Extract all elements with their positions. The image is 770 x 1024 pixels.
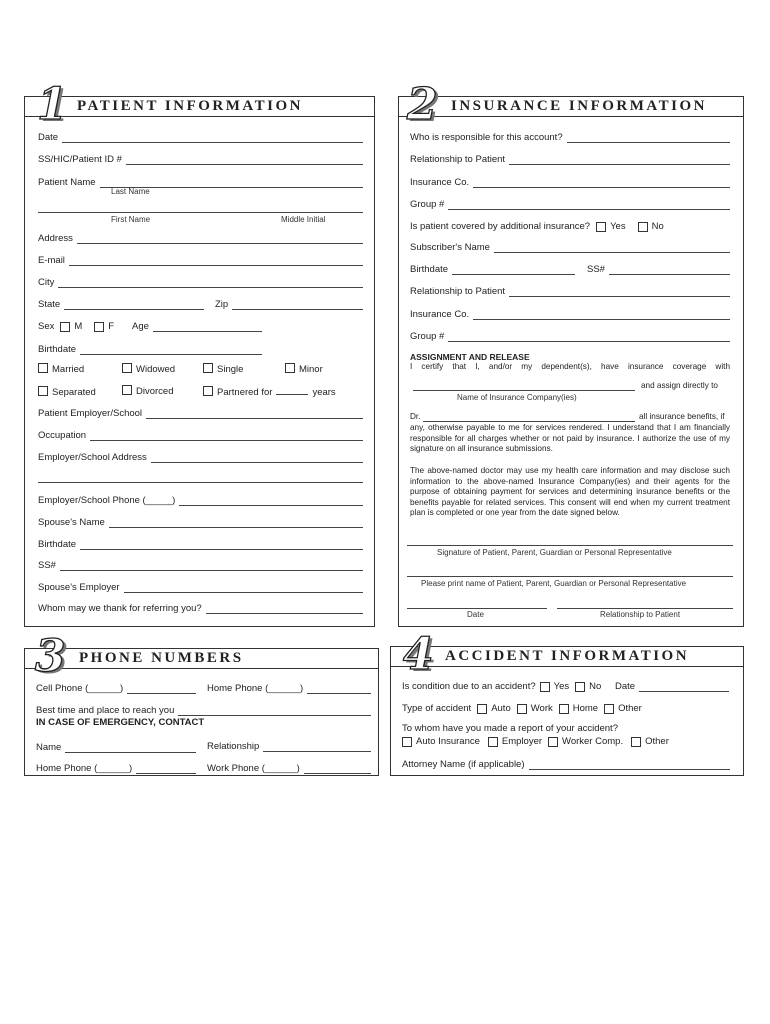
group2-field[interactable] — [410, 329, 730, 342]
section-header — [399, 79, 743, 130]
sex-row — [38, 319, 126, 332]
section-header — [391, 629, 743, 680]
spouse-name-field[interactable] — [38, 515, 363, 528]
address-label: Address — [38, 233, 73, 244]
signature-caption: Signature of Patient, Parent, Guardian or Personal Representative — [437, 548, 672, 557]
emergency-relationship-label: Relationship — [207, 741, 260, 752]
responsible-field[interactable] — [410, 130, 730, 143]
best-time-label: Best time and place to reach you — [36, 705, 175, 716]
zip-field[interactable] — [215, 297, 363, 310]
insurance-co-field[interactable] — [410, 175, 730, 188]
section-title: PATIENT INFORMATION — [77, 98, 303, 114]
patient-id-field[interactable] — [38, 152, 363, 165]
home-phone-label: Home Phone (______) — [207, 683, 304, 694]
city-label: City — [38, 277, 55, 288]
spouse-employer-field[interactable] — [38, 580, 363, 593]
sex-m-checkbox[interactable] — [60, 322, 70, 332]
insurance-co-label: Insurance Co. — [410, 177, 470, 188]
report-question: To whom have you made a report of your accident? — [402, 723, 618, 734]
spouse-ss-field[interactable] — [38, 558, 363, 571]
age-label: Age — [132, 321, 149, 332]
additional-insurance-label: Is patient covered by additional insurance? — [410, 221, 591, 232]
divorced-option[interactable]: Divorced — [122, 385, 174, 397]
partnered-option[interactable]: Partnered for years — [203, 385, 336, 398]
spouse-ss-label: SS# — [38, 560, 56, 571]
report-employer-checkbox[interactable] — [488, 737, 498, 747]
employer-phone-field[interactable] — [38, 493, 363, 506]
section-header — [25, 631, 378, 682]
print-name-caption: Please print name of Patient, Parent, Guardian or Personal Representative — [421, 579, 687, 588]
attorney-field[interactable] — [402, 757, 730, 770]
section-title: INSURANCE INFORMATION — [451, 98, 707, 114]
report-auto-insurance-checkbox[interactable] — [402, 737, 412, 747]
insurance-co2-label: Insurance Co. — [410, 309, 470, 320]
date-label: Date — [38, 132, 59, 143]
age-field[interactable] — [132, 319, 262, 332]
relationship-label: Relationship to Patient — [410, 154, 506, 165]
emergency-work-phone-field[interactable] — [207, 761, 371, 774]
email-label: E-mail — [38, 255, 65, 266]
subscriber-field[interactable] — [410, 240, 730, 253]
insurance-company-name-input[interactable] — [413, 390, 635, 391]
date-caption: Date — [467, 610, 484, 619]
address-field[interactable] — [38, 231, 363, 244]
section-number-4: 4 — [403, 629, 434, 680]
spouse-birthdate-field[interactable] — [38, 537, 363, 550]
relationship2-label: Relationship to Patient — [410, 286, 506, 297]
accident-type-label: Type of accident — [402, 703, 472, 714]
cell-phone-field[interactable] — [36, 681, 196, 694]
group2-label: Group # — [410, 331, 445, 342]
widowed-option[interactable]: Widowed — [122, 363, 175, 375]
assign-directly-text: and assign directly to — [641, 381, 718, 390]
employer-address-line2[interactable] — [38, 482, 363, 483]
accident-no-checkbox[interactable] — [575, 682, 585, 692]
subscriber-birthdate-field[interactable] — [410, 262, 575, 275]
additional-yes-checkbox[interactable] — [596, 222, 606, 232]
type-work-checkbox[interactable] — [517, 704, 527, 714]
subscriber-ss-field[interactable] — [587, 262, 730, 275]
occupation-field[interactable] — [38, 428, 363, 441]
section-title: ACCIDENT INFORMATION — [445, 648, 690, 664]
section-number-2: 2 — [407, 79, 438, 130]
emergency-name-field[interactable] — [36, 740, 196, 753]
emergency-contact-heading: IN CASE OF EMERGENCY, CONTACT — [36, 717, 205, 728]
emergency-relationship-field[interactable] — [207, 739, 371, 752]
section-number-1: 1 — [37, 79, 68, 130]
state-field[interactable] — [38, 297, 204, 310]
patient-last-name-field[interactable] — [38, 175, 363, 188]
financial-responsibility-text: any, otherwise payable to me for services rendered. I understand that I am financially responsible for all charges whether or not paid by insurance. I authorize the use of my signature on all insurance submissions. — [410, 423, 730, 453]
emergency-home-phone-field[interactable] — [36, 761, 196, 774]
sex-m-label: M — [74, 321, 83, 332]
employer-field[interactable] — [38, 406, 363, 419]
section-header — [25, 79, 374, 130]
patient-id-label: SS/HIC/Patient ID # — [38, 154, 122, 165]
consent-text: The above-named doctor may use my health care information and may disclose such information to the above-named Insurance Company(ies) and their agents for the purpose of obtaining payment for services and determining insurance benefits or the benefits payable for related services. This consent will end when my current treatment plan is completed or one year from the date signed below. — [410, 466, 730, 517]
section-title: PHONE NUMBERS — [79, 650, 244, 666]
accident-date-label: Date — [615, 681, 636, 692]
birthdate-label: Birthdate — [38, 344, 77, 355]
group-field[interactable] — [410, 197, 730, 210]
report-workers-comp-checkbox[interactable] — [548, 737, 558, 747]
last-name-caption: Last Name — [111, 187, 150, 196]
minor-option[interactable]: Minor — [285, 363, 323, 375]
single-option[interactable]: Single — [203, 363, 243, 375]
assignment-title: ASSIGNMENT AND RELEASE — [410, 352, 530, 362]
report-options-row: Auto Insurance Employer Worker Comp. Other — [402, 734, 669, 747]
subscriber-label: Subscriber's Name — [410, 242, 490, 253]
dr-label: Dr. — [410, 412, 421, 421]
accident-information-section — [390, 629, 744, 776]
best-time-field[interactable] — [36, 703, 371, 716]
type-home-checkbox[interactable] — [559, 704, 569, 714]
emergency-home-phone-label: Home Phone (______) — [36, 763, 133, 774]
relationship2-field[interactable] — [410, 284, 730, 297]
employer-phone-label: Employer/School Phone (_____) — [38, 495, 176, 506]
subscriber-birthdate-label: Birthdate — [410, 264, 449, 275]
accident-yes-checkbox[interactable] — [540, 682, 550, 692]
sex-label: Sex — [38, 321, 55, 332]
email-field[interactable] — [38, 253, 363, 266]
emergency-work-phone-label: Work Phone (______) — [207, 763, 300, 774]
emergency-name-label: Name — [36, 742, 62, 753]
sign-relationship-line[interactable] — [557, 608, 733, 609]
referral-field[interactable] — [38, 601, 363, 614]
insurance-information-section — [398, 79, 744, 627]
spouse-employer-label: Spouse's Employer — [38, 582, 120, 593]
patient-first-name-field[interactable] — [38, 212, 363, 213]
occupation-label: Occupation — [38, 430, 87, 441]
group-label: Group # — [410, 199, 445, 210]
birthdate-field[interactable] — [38, 342, 262, 355]
company-name-caption: Name of Insurance Company(ies) — [457, 393, 577, 402]
type-auto-checkbox[interactable] — [477, 704, 487, 714]
accident-date-field[interactable] — [615, 679, 729, 692]
patient-information-section — [24, 79, 375, 627]
employer-address-field[interactable] — [38, 450, 363, 463]
subscriber-ss-label: SS# — [587, 264, 605, 275]
signature-line[interactable] — [407, 545, 733, 546]
report-other-checkbox[interactable] — [631, 737, 641, 747]
middle-initial-caption: Middle Initial — [281, 215, 326, 224]
cell-phone-label: Cell Phone (______) — [36, 683, 124, 694]
accident-type-row: Type of accident Auto Work Home Other — [402, 703, 642, 714]
all-benefits-text: all insurance benefits, if — [639, 412, 725, 421]
married-option[interactable]: Married — [38, 363, 84, 375]
employer-address-label: Employer/School Address — [38, 452, 147, 463]
spouse-birthdate-label: Birthdate — [38, 539, 77, 550]
print-name-line[interactable] — [407, 576, 733, 577]
separated-option[interactable]: Separated — [38, 386, 96, 398]
employer-label: Patient Employer/School — [38, 408, 143, 419]
zip-label: Zip — [215, 299, 229, 310]
attorney-label: Attorney Name (if applicable) — [402, 759, 525, 770]
referral-label: Whom may we thank for referring you? — [38, 603, 202, 614]
accident-condition-label: Is condition due to an accident? — [402, 681, 536, 692]
home-phone-field[interactable] — [207, 681, 371, 694]
additional-insurance-row: Is patient covered by additional insurance? Yes No — [410, 221, 664, 232]
sex-f-label: F — [108, 321, 115, 332]
partnered-years-input[interactable] — [276, 385, 308, 395]
insurance-co2-field[interactable] — [410, 307, 730, 320]
city-field[interactable] — [38, 275, 363, 288]
patient-name-label: Patient Name — [38, 177, 96, 188]
date-field[interactable] — [38, 130, 363, 143]
certify-text: I certify that I, and/or my dependent(s), have insurance coverage with — [410, 362, 730, 371]
section-number-3: 3 — [35, 631, 66, 682]
sex-f-checkbox[interactable] — [94, 322, 104, 332]
spouse-name-label: Spouse's Name — [38, 517, 105, 528]
doctor-name-input[interactable] — [423, 421, 635, 422]
accident-condition-row: Is condition due to an accident? Yes No — [402, 681, 602, 692]
additional-no-checkbox[interactable] — [638, 222, 648, 232]
responsible-label: Who is responsible for this account? — [410, 132, 563, 143]
type-other-checkbox[interactable] — [604, 704, 614, 714]
sign-date-line[interactable] — [407, 608, 547, 609]
state-label: State — [38, 299, 61, 310]
phone-numbers-section — [24, 631, 379, 776]
first-name-caption: First Name — [111, 215, 151, 224]
relationship-caption: Relationship to Patient — [600, 610, 681, 619]
relationship-field[interactable] — [410, 152, 730, 165]
